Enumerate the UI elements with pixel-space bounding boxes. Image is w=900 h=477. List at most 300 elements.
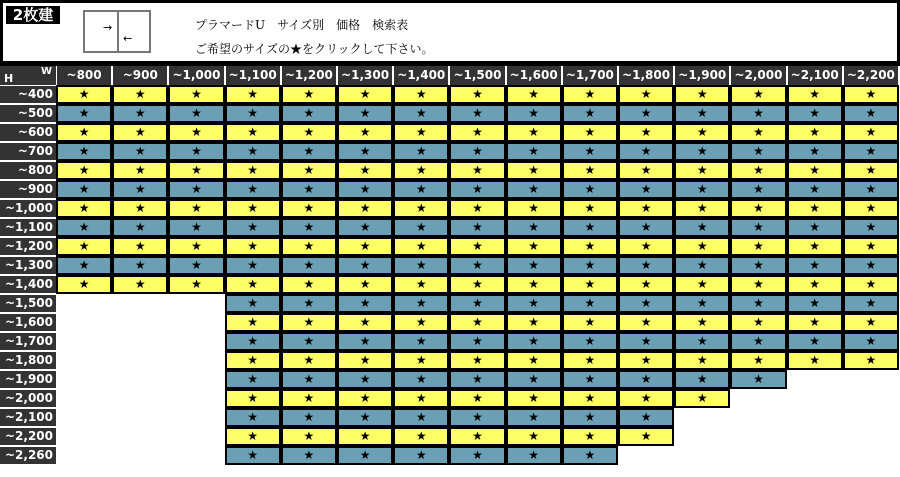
price-star-cell[interactable]: ★ bbox=[844, 333, 898, 350]
price-star-cell[interactable]: ★ bbox=[731, 276, 785, 293]
price-star-cell[interactable]: ★ bbox=[788, 257, 842, 274]
price-star-cell[interactable]: ★ bbox=[282, 143, 336, 160]
price-star-cell[interactable]: ★ bbox=[394, 352, 448, 369]
price-star-cell[interactable]: ★ bbox=[450, 390, 504, 407]
price-star-cell[interactable]: ★ bbox=[619, 390, 673, 407]
price-star-cell[interactable]: ★ bbox=[675, 314, 729, 331]
price-star-cell[interactable]: ★ bbox=[619, 352, 673, 369]
price-star-cell[interactable]: ★ bbox=[563, 447, 617, 464]
price-star-cell[interactable]: ★ bbox=[507, 276, 561, 293]
row-header: ~1,300 bbox=[0, 257, 56, 274]
price-star-cell[interactable]: ★ bbox=[113, 238, 167, 255]
price-star-cell[interactable]: ★ bbox=[169, 162, 223, 179]
price-star-cell[interactable]: ★ bbox=[788, 105, 842, 122]
price-star-cell[interactable]: ★ bbox=[450, 314, 504, 331]
price-star-cell[interactable]: ★ bbox=[563, 86, 617, 103]
price-star-cell[interactable]: ★ bbox=[226, 409, 280, 426]
price-star-cell[interactable]: ★ bbox=[282, 86, 336, 103]
price-star-cell[interactable]: ★ bbox=[507, 333, 561, 350]
price-star-cell[interactable]: ★ bbox=[113, 181, 167, 198]
price-star-cell[interactable]: ★ bbox=[226, 200, 280, 217]
price-star-cell[interactable]: ★ bbox=[282, 276, 336, 293]
price-star-cell[interactable]: ★ bbox=[619, 86, 673, 103]
price-star-cell[interactable]: ★ bbox=[450, 219, 504, 236]
price-star-cell[interactable]: ★ bbox=[563, 257, 617, 274]
price-star-cell[interactable]: ★ bbox=[788, 295, 842, 312]
price-star-cell[interactable]: ★ bbox=[731, 105, 785, 122]
price-star-cell[interactable]: ★ bbox=[788, 143, 842, 160]
price-star-cell[interactable]: ★ bbox=[731, 143, 785, 160]
price-star-cell[interactable]: ★ bbox=[507, 371, 561, 388]
price-star-cell[interactable]: ★ bbox=[226, 371, 280, 388]
price-star-cell[interactable]: ★ bbox=[563, 371, 617, 388]
price-star-cell[interactable]: ★ bbox=[338, 447, 392, 464]
price-star-cell[interactable]: ★ bbox=[675, 181, 729, 198]
price-star-cell[interactable]: ★ bbox=[226, 105, 280, 122]
price-star-cell[interactable]: ★ bbox=[226, 314, 280, 331]
price-star-cell[interactable]: ★ bbox=[450, 352, 504, 369]
price-star-cell[interactable]: ★ bbox=[619, 409, 673, 426]
price-star-cell[interactable]: ★ bbox=[226, 143, 280, 160]
price-star-cell[interactable]: ★ bbox=[338, 105, 392, 122]
price-star-cell[interactable]: ★ bbox=[282, 162, 336, 179]
price-star-cell[interactable]: ★ bbox=[226, 333, 280, 350]
price-star-cell[interactable]: ★ bbox=[394, 295, 448, 312]
price-star-cell[interactable]: ★ bbox=[282, 333, 336, 350]
price-star-cell[interactable]: ★ bbox=[507, 143, 561, 160]
price-star-cell[interactable]: ★ bbox=[282, 105, 336, 122]
price-star-cell[interactable]: ★ bbox=[731, 371, 785, 388]
price-star-cell[interactable]: ★ bbox=[338, 371, 392, 388]
price-star-cell[interactable]: ★ bbox=[788, 181, 842, 198]
price-star-cell[interactable]: ★ bbox=[282, 219, 336, 236]
price-star-cell[interactable]: ★ bbox=[788, 238, 842, 255]
price-star-cell[interactable]: ★ bbox=[507, 162, 561, 179]
price-star-cell[interactable]: ★ bbox=[844, 219, 898, 236]
price-star-cell[interactable]: ★ bbox=[282, 352, 336, 369]
price-star-cell[interactable]: ★ bbox=[507, 447, 561, 464]
price-star-cell[interactable]: ★ bbox=[619, 238, 673, 255]
price-star-cell[interactable]: ★ bbox=[788, 162, 842, 179]
price-star-cell[interactable]: ★ bbox=[844, 200, 898, 217]
price-star-cell[interactable]: ★ bbox=[338, 86, 392, 103]
price-star-cell[interactable]: ★ bbox=[675, 390, 729, 407]
price-star-cell[interactable]: ★ bbox=[563, 143, 617, 160]
column-header: ~2,200 bbox=[844, 66, 898, 85]
row-header: ~1,800 bbox=[0, 352, 56, 369]
price-star-cell[interactable]: ★ bbox=[731, 238, 785, 255]
row-header: ~500 bbox=[0, 105, 56, 122]
price-star-cell[interactable]: ★ bbox=[282, 447, 336, 464]
price-star-cell[interactable]: ★ bbox=[507, 409, 561, 426]
row-header: ~1,500 bbox=[0, 295, 56, 312]
price-star-cell[interactable]: ★ bbox=[338, 219, 392, 236]
height-axis-label: H bbox=[4, 72, 14, 85]
price-star-cell[interactable]: ★ bbox=[563, 428, 617, 445]
column-header: ~1,000 bbox=[169, 66, 223, 85]
price-star-cell[interactable]: ★ bbox=[731, 333, 785, 350]
price-star-cell[interactable]: ★ bbox=[450, 162, 504, 179]
price-star-cell[interactable]: ★ bbox=[113, 257, 167, 274]
row-header: ~1,600 bbox=[0, 314, 56, 331]
row-header: ~1,900 bbox=[0, 371, 56, 388]
price-star-cell[interactable]: ★ bbox=[394, 238, 448, 255]
price-star-cell[interactable]: ★ bbox=[507, 257, 561, 274]
price-star-cell[interactable]: ★ bbox=[675, 219, 729, 236]
column-header: ~1,800 bbox=[619, 66, 673, 85]
price-star-cell[interactable]: ★ bbox=[731, 162, 785, 179]
column-header: ~2,100 bbox=[788, 66, 842, 85]
width-axis-label: W bbox=[40, 66, 52, 77]
row-header: ~1,200 bbox=[0, 238, 56, 255]
price-star-cell[interactable]: ★ bbox=[113, 276, 167, 293]
price-star-cell[interactable]: ★ bbox=[338, 200, 392, 217]
price-star-cell[interactable]: ★ bbox=[394, 276, 448, 293]
price-star-cell[interactable]: ★ bbox=[507, 124, 561, 141]
price-star-cell[interactable]: ★ bbox=[450, 143, 504, 160]
price-star-cell[interactable]: ★ bbox=[788, 219, 842, 236]
price-star-cell[interactable]: ★ bbox=[619, 371, 673, 388]
window-divider bbox=[117, 12, 119, 51]
price-star-cell[interactable]: ★ bbox=[675, 257, 729, 274]
price-star-cell[interactable]: ★ bbox=[844, 86, 898, 103]
price-star-cell[interactable]: ★ bbox=[563, 276, 617, 293]
price-star-cell[interactable]: ★ bbox=[226, 447, 280, 464]
price-star-cell[interactable]: ★ bbox=[169, 200, 223, 217]
price-star-cell[interactable]: ★ bbox=[675, 352, 729, 369]
price-star-cell[interactable]: ★ bbox=[394, 257, 448, 274]
price-star-cell[interactable]: ★ bbox=[338, 390, 392, 407]
price-star-cell[interactable]: ★ bbox=[113, 143, 167, 160]
price-star-cell[interactable]: ★ bbox=[450, 333, 504, 350]
price-star-cell[interactable]: ★ bbox=[788, 86, 842, 103]
price-star-cell[interactable]: ★ bbox=[169, 276, 223, 293]
price-star-cell[interactable]: ★ bbox=[169, 124, 223, 141]
price-star-cell[interactable]: ★ bbox=[226, 390, 280, 407]
price-star-cell[interactable]: ★ bbox=[57, 276, 111, 293]
price-star-cell[interactable]: ★ bbox=[619, 276, 673, 293]
price-star-cell[interactable]: ★ bbox=[338, 181, 392, 198]
price-star-cell[interactable]: ★ bbox=[619, 200, 673, 217]
row-header: ~1,100 bbox=[0, 219, 56, 236]
column-header: ~2,000 bbox=[731, 66, 785, 85]
row-header: ~2,100 bbox=[0, 409, 56, 426]
price-star-cell[interactable]: ★ bbox=[675, 86, 729, 103]
price-star-cell[interactable]: ★ bbox=[844, 276, 898, 293]
sliding-window-icon bbox=[83, 10, 151, 53]
price-star-cell[interactable]: ★ bbox=[169, 86, 223, 103]
price-star-cell[interactable]: ★ bbox=[282, 257, 336, 274]
price-star-cell[interactable]: ★ bbox=[788, 276, 842, 293]
price-star-cell[interactable]: ★ bbox=[226, 124, 280, 141]
column-header: ~1,600 bbox=[507, 66, 561, 85]
price-star-cell[interactable]: ★ bbox=[507, 86, 561, 103]
price-star-cell[interactable]: ★ bbox=[675, 105, 729, 122]
price-star-cell[interactable]: ★ bbox=[450, 200, 504, 217]
price-star-cell[interactable]: ★ bbox=[563, 162, 617, 179]
price-star-cell[interactable]: ★ bbox=[675, 371, 729, 388]
price-star-cell[interactable]: ★ bbox=[675, 124, 729, 141]
price-star-cell[interactable]: ★ bbox=[619, 181, 673, 198]
row-header: ~2,200 bbox=[0, 428, 56, 445]
price-star-cell[interactable]: ★ bbox=[788, 352, 842, 369]
row-header: ~2,000 bbox=[0, 390, 56, 407]
price-star-cell[interactable]: ★ bbox=[731, 314, 785, 331]
price-star-cell[interactable]: ★ bbox=[338, 162, 392, 179]
price-star-cell[interactable]: ★ bbox=[394, 371, 448, 388]
price-star-cell[interactable]: ★ bbox=[844, 295, 898, 312]
price-star-cell[interactable]: ★ bbox=[563, 333, 617, 350]
axis-corner bbox=[0, 66, 56, 85]
column-header: ~1,500 bbox=[450, 66, 504, 85]
column-header: ~1,900 bbox=[675, 66, 729, 85]
price-star-cell[interactable]: ★ bbox=[169, 238, 223, 255]
price-star-cell[interactable]: ★ bbox=[844, 124, 898, 141]
page-title: プラマードU サイズ別 価格 検索表 bbox=[195, 18, 409, 32]
price-star-cell[interactable]: ★ bbox=[394, 181, 448, 198]
column-header: ~1,100 bbox=[226, 66, 280, 85]
column-header: ~800 bbox=[57, 66, 111, 85]
price-star-cell[interactable]: ★ bbox=[282, 238, 336, 255]
column-header: ~1,300 bbox=[338, 66, 392, 85]
price-star-cell[interactable]: ★ bbox=[226, 219, 280, 236]
price-star-cell[interactable]: ★ bbox=[57, 200, 111, 217]
price-star-cell[interactable]: ★ bbox=[113, 162, 167, 179]
price-star-cell[interactable]: ★ bbox=[394, 409, 448, 426]
price-star-cell[interactable]: ★ bbox=[563, 124, 617, 141]
price-star-cell[interactable]: ★ bbox=[450, 238, 504, 255]
price-star-cell[interactable]: ★ bbox=[113, 124, 167, 141]
price-star-cell[interactable]: ★ bbox=[731, 181, 785, 198]
price-star-cell[interactable]: ★ bbox=[226, 238, 280, 255]
price-star-cell[interactable]: ★ bbox=[338, 295, 392, 312]
price-star-cell[interactable]: ★ bbox=[844, 257, 898, 274]
price-star-cell[interactable]: ★ bbox=[619, 219, 673, 236]
price-star-cell[interactable]: ★ bbox=[226, 428, 280, 445]
price-star-cell[interactable]: ★ bbox=[563, 390, 617, 407]
panel-type-badge: 2枚建 bbox=[6, 6, 60, 24]
price-star-cell[interactable]: ★ bbox=[507, 181, 561, 198]
price-star-cell[interactable]: ★ bbox=[563, 314, 617, 331]
price-star-cell[interactable]: ★ bbox=[450, 428, 504, 445]
price-star-cell[interactable]: ★ bbox=[844, 352, 898, 369]
price-star-cell[interactable]: ★ bbox=[282, 295, 336, 312]
price-star-cell[interactable]: ★ bbox=[338, 314, 392, 331]
price-star-cell[interactable]: ★ bbox=[675, 333, 729, 350]
price-star-cell[interactable]: ★ bbox=[844, 238, 898, 255]
price-star-cell[interactable]: ★ bbox=[57, 181, 111, 198]
price-star-cell[interactable]: ★ bbox=[394, 105, 448, 122]
price-star-cell[interactable]: ★ bbox=[507, 105, 561, 122]
price-star-cell[interactable]: ★ bbox=[450, 86, 504, 103]
price-star-cell[interactable]: ★ bbox=[563, 219, 617, 236]
price-star-cell[interactable]: ★ bbox=[113, 219, 167, 236]
row-header: ~1,000 bbox=[0, 200, 56, 217]
price-star-cell[interactable]: ★ bbox=[507, 352, 561, 369]
price-star-cell[interactable]: ★ bbox=[338, 276, 392, 293]
price-star-cell[interactable]: ★ bbox=[394, 219, 448, 236]
price-star-cell[interactable]: ★ bbox=[394, 333, 448, 350]
price-star-cell[interactable]: ★ bbox=[394, 447, 448, 464]
price-star-cell[interactable]: ★ bbox=[226, 295, 280, 312]
price-star-cell[interactable]: ★ bbox=[394, 314, 448, 331]
row-header: ~900 bbox=[0, 181, 56, 198]
price-star-cell[interactable]: ★ bbox=[450, 447, 504, 464]
price-star-cell[interactable]: ★ bbox=[394, 86, 448, 103]
price-star-cell[interactable]: ★ bbox=[731, 124, 785, 141]
price-star-cell[interactable]: ★ bbox=[282, 124, 336, 141]
price-star-cell[interactable]: ★ bbox=[450, 105, 504, 122]
price-star-cell[interactable]: ★ bbox=[338, 124, 392, 141]
price-star-cell[interactable]: ★ bbox=[563, 352, 617, 369]
row-header: ~400 bbox=[0, 86, 56, 103]
price-star-cell[interactable]: ★ bbox=[338, 143, 392, 160]
price-star-cell[interactable]: ★ bbox=[675, 238, 729, 255]
price-star-cell[interactable]: ★ bbox=[226, 257, 280, 274]
price-star-cell[interactable]: ★ bbox=[169, 143, 223, 160]
price-star-cell[interactable]: ★ bbox=[563, 105, 617, 122]
price-star-cell[interactable]: ★ bbox=[507, 200, 561, 217]
price-star-cell[interactable]: ★ bbox=[394, 390, 448, 407]
price-star-cell[interactable]: ★ bbox=[788, 200, 842, 217]
row-header: ~600 bbox=[0, 124, 56, 141]
price-star-cell[interactable]: ★ bbox=[731, 352, 785, 369]
price-star-cell[interactable]: ★ bbox=[282, 390, 336, 407]
price-star-cell[interactable]: ★ bbox=[113, 86, 167, 103]
price-star-cell[interactable]: ★ bbox=[450, 295, 504, 312]
price-star-cell[interactable]: ★ bbox=[563, 200, 617, 217]
price-star-cell[interactable]: ★ bbox=[282, 409, 336, 426]
row-header: ~800 bbox=[0, 162, 56, 179]
price-star-cell[interactable]: ★ bbox=[450, 257, 504, 274]
price-star-cell[interactable]: ★ bbox=[394, 162, 448, 179]
price-star-cell[interactable]: ★ bbox=[282, 371, 336, 388]
price-star-cell[interactable]: ★ bbox=[844, 314, 898, 331]
header-panel bbox=[3, 3, 897, 61]
price-star-cell[interactable]: ★ bbox=[338, 352, 392, 369]
price-star-cell[interactable]: ★ bbox=[788, 333, 842, 350]
price-star-cell[interactable]: ★ bbox=[394, 428, 448, 445]
instruction-text: ご希望のサイズの★をクリックして下さい。 bbox=[195, 42, 434, 56]
price-star-cell[interactable]: ★ bbox=[563, 295, 617, 312]
price-star-cell[interactable]: ★ bbox=[675, 162, 729, 179]
price-star-cell[interactable]: ★ bbox=[282, 428, 336, 445]
price-star-cell[interactable]: ★ bbox=[57, 143, 111, 160]
price-star-cell[interactable]: ★ bbox=[788, 124, 842, 141]
price-star-cell[interactable]: ★ bbox=[338, 238, 392, 255]
column-header: ~1,400 bbox=[394, 66, 448, 85]
price-star-cell[interactable]: ★ bbox=[844, 181, 898, 198]
price-star-cell[interactable]: ★ bbox=[338, 333, 392, 350]
row-header: ~1,400 bbox=[0, 276, 56, 293]
price-star-cell[interactable]: ★ bbox=[675, 200, 729, 217]
price-star-cell[interactable]: ★ bbox=[394, 143, 448, 160]
price-star-cell[interactable]: ★ bbox=[57, 162, 111, 179]
price-star-cell[interactable]: ★ bbox=[394, 200, 448, 217]
price-star-cell[interactable]: ★ bbox=[844, 143, 898, 160]
price-star-cell[interactable]: ★ bbox=[731, 200, 785, 217]
price-star-cell[interactable]: ★ bbox=[619, 333, 673, 350]
price-star-cell[interactable]: ★ bbox=[619, 162, 673, 179]
price-star-cell[interactable]: ★ bbox=[450, 276, 504, 293]
price-star-cell[interactable]: ★ bbox=[507, 219, 561, 236]
row-header: ~700 bbox=[0, 143, 56, 160]
price-star-cell[interactable]: ★ bbox=[226, 162, 280, 179]
price-star-cell[interactable]: ★ bbox=[731, 295, 785, 312]
price-star-cell[interactable]: ★ bbox=[57, 219, 111, 236]
arrow-right-icon: → bbox=[103, 21, 113, 34]
price-star-cell[interactable]: ★ bbox=[844, 162, 898, 179]
price-star-cell[interactable]: ★ bbox=[338, 257, 392, 274]
price-star-cell[interactable]: ★ bbox=[169, 181, 223, 198]
price-star-cell[interactable]: ★ bbox=[731, 219, 785, 236]
price-star-cell[interactable]: ★ bbox=[507, 295, 561, 312]
price-star-cell[interactable]: ★ bbox=[731, 257, 785, 274]
price-star-cell[interactable]: ★ bbox=[226, 276, 280, 293]
price-star-cell[interactable]: ★ bbox=[450, 409, 504, 426]
price-star-cell[interactable]: ★ bbox=[619, 143, 673, 160]
price-size-grid bbox=[0, 66, 900, 477]
price-star-cell[interactable]: ★ bbox=[394, 124, 448, 141]
price-star-cell[interactable]: ★ bbox=[619, 314, 673, 331]
price-star-cell[interactable]: ★ bbox=[450, 371, 504, 388]
price-star-cell[interactable]: ★ bbox=[619, 295, 673, 312]
price-star-cell[interactable]: ★ bbox=[675, 295, 729, 312]
header-bar bbox=[0, 0, 900, 66]
price-star-cell[interactable]: ★ bbox=[563, 409, 617, 426]
column-header: ~1,700 bbox=[563, 66, 617, 85]
price-star-cell[interactable]: ★ bbox=[675, 276, 729, 293]
price-star-cell[interactable]: ★ bbox=[338, 409, 392, 426]
price-star-cell[interactable]: ★ bbox=[57, 86, 111, 103]
price-star-cell[interactable]: ★ bbox=[450, 124, 504, 141]
price-star-cell[interactable]: ★ bbox=[507, 314, 561, 331]
price-star-cell[interactable]: ★ bbox=[169, 219, 223, 236]
price-star-cell[interactable]: ★ bbox=[563, 238, 617, 255]
price-star-cell[interactable]: ★ bbox=[619, 428, 673, 445]
price-star-cell[interactable]: ★ bbox=[113, 200, 167, 217]
price-star-cell[interactable]: ★ bbox=[675, 143, 729, 160]
price-star-cell[interactable]: ★ bbox=[57, 105, 111, 122]
price-star-cell[interactable]: ★ bbox=[113, 105, 167, 122]
price-star-cell[interactable]: ★ bbox=[788, 314, 842, 331]
price-star-cell[interactable]: ★ bbox=[282, 314, 336, 331]
price-star-cell[interactable]: ★ bbox=[507, 238, 561, 255]
price-star-cell[interactable]: ★ bbox=[57, 257, 111, 274]
price-star-cell[interactable]: ★ bbox=[338, 428, 392, 445]
price-star-cell[interactable]: ★ bbox=[619, 257, 673, 274]
price-star-cell[interactable]: ★ bbox=[169, 105, 223, 122]
price-star-cell[interactable]: ★ bbox=[226, 352, 280, 369]
price-star-cell[interactable]: ★ bbox=[619, 105, 673, 122]
price-star-cell[interactable]: ★ bbox=[57, 238, 111, 255]
price-star-cell[interactable]: ★ bbox=[563, 181, 617, 198]
column-header: ~900 bbox=[113, 66, 167, 85]
price-star-cell[interactable]: ★ bbox=[282, 200, 336, 217]
price-star-cell[interactable]: ★ bbox=[507, 390, 561, 407]
price-star-cell[interactable]: ★ bbox=[282, 181, 336, 198]
price-star-cell[interactable]: ★ bbox=[507, 428, 561, 445]
price-star-cell[interactable]: ★ bbox=[169, 257, 223, 274]
price-star-cell[interactable]: ★ bbox=[619, 124, 673, 141]
price-star-cell[interactable]: ★ bbox=[226, 86, 280, 103]
price-star-cell[interactable]: ★ bbox=[731, 86, 785, 103]
price-star-cell[interactable]: ★ bbox=[226, 181, 280, 198]
column-header: ~1,200 bbox=[282, 66, 336, 85]
price-star-cell[interactable]: ★ bbox=[844, 105, 898, 122]
price-star-cell[interactable]: ★ bbox=[57, 124, 111, 141]
price-star-cell[interactable]: ★ bbox=[450, 181, 504, 198]
